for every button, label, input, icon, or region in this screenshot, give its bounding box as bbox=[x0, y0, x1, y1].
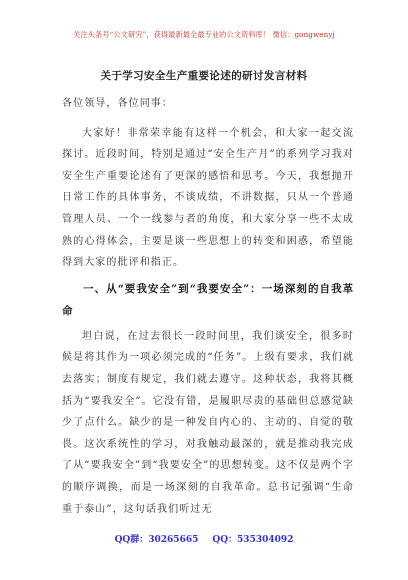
section-1-heading: 一、从“要我安全”到“我要安全”：一场深刻的自我革命 bbox=[62, 282, 354, 317]
spacer bbox=[62, 115, 354, 123]
footer-qq: QQ：535304092 bbox=[212, 535, 294, 545]
footer-contacts bbox=[0, 532, 408, 545]
document-title: 关于学习安全生产重要论述的研讨发言材料 bbox=[100, 70, 308, 82]
intro-paragraph: 大家好！非常荣幸能有这样一个机会，和大家一起交流探讨。近段时间，特别是通过“安全生产月”的系列学习我对安全生产重要论述有了更深的感悟和思考。今天，我想抛开日常工作的具体事务，不谈成绩，不讲数据，只从一个普通管理人员、一个一线参与者的角度，和大家分享一些不太成熟的心得体会，主要是谈一些思想上的转变和困惑，希望能得到大家的批评和指正。 bbox=[62, 127, 354, 269]
greeting-line: 各位领导，各位同事： bbox=[62, 98, 173, 109]
section-1-paragraph: 坦白说，在过去很长一段时间里，我们谈安全，很多时候是将其作为一项必须完成的“任务”。上级有要求，我们就去落实；制度有规定，我们就去遵守。这种状态，我将其概括为“要我安全”。它没有错，是履职尽责的基础但总感觉缺少了点什么。缺少的是一种发自内心的、主动的、自觉的敬畏。这次系统性的学习，对我触动最深的，就是推动我完成了从“要我安全”到“我要安全”的思想转变。这不仅是两个字的顺序调换，而是一场深刻的自我革命。总书记强调“生命重于泰山”，这句话我们听过无 bbox=[62, 330, 354, 515]
footer-qq-group: QQ群：30265665 bbox=[114, 535, 199, 545]
document-body bbox=[62, 93, 354, 520]
header-promo-note: 关注头条号“公文研究”，获得最新最全最专业的公文资料库！ 微信：gongwenyj bbox=[73, 30, 335, 39]
